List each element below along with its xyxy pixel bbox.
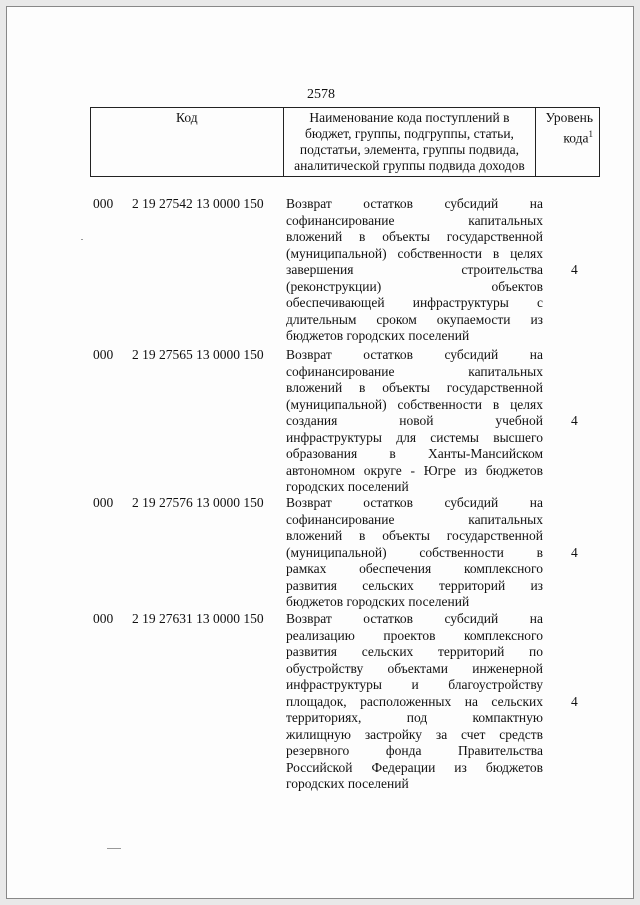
header-name-line: Наименование кода поступлений в xyxy=(309,110,510,125)
header-level-line: Уровень xyxy=(545,110,593,125)
header-name-line: подстатьи, элемента, группы подвида, xyxy=(299,142,519,157)
description-line: завершения строительства xyxy=(286,262,543,277)
description-line: образования в Ханты-Мансийском xyxy=(286,446,543,461)
code-level: 4 xyxy=(571,413,578,428)
revenue-description xyxy=(286,196,543,345)
description-line: рамках обеспечения комплексного xyxy=(286,561,543,576)
description-line: создания новой учебной xyxy=(286,413,543,428)
description-line: развития сельских территорий по xyxy=(286,644,543,659)
revenue-description xyxy=(286,611,543,793)
admin-code: 000 xyxy=(93,196,114,211)
admin-code: 000 xyxy=(93,495,114,510)
description-line: городских поселений xyxy=(286,776,409,791)
description-line: софинансирование капитальных xyxy=(286,511,543,527)
description-line: Возврат остатков субсидий на xyxy=(286,196,543,211)
description-line: площадок, расположенных на сельских xyxy=(286,693,543,709)
description-line: (муниципальной) собственности в xyxy=(286,544,543,560)
header-level-line xyxy=(539,126,593,147)
document-page xyxy=(6,6,634,899)
description-line: обеспечивающей инфраструктуры с xyxy=(286,295,543,310)
scan-mark xyxy=(81,239,83,240)
admin-code: 000 xyxy=(93,347,114,362)
footnote-marker: 1 xyxy=(588,129,593,139)
description-line: софинансирование капитальных xyxy=(286,212,543,228)
header-name xyxy=(283,108,536,177)
description-line: вложений в объекты государственной xyxy=(286,380,543,395)
description-line: обустройству объектами инженерной xyxy=(286,660,543,676)
description-line: (муниципальной) собственности в целях xyxy=(286,396,543,412)
description-line: резервного фонда Правительства xyxy=(286,743,543,758)
description-line: Возврат остатков субсидий на xyxy=(286,611,543,626)
description-line: (муниципальной) собственности в целях xyxy=(286,245,543,261)
description-line: Российской Федерации из бюджетов xyxy=(286,759,543,775)
description-line: реализацию проектов комплексного xyxy=(286,627,543,643)
description-line: автономном округе - Югре из бюджетов xyxy=(286,462,543,478)
header-level-word: кода xyxy=(563,130,589,146)
description-line: Возврат остатков субсидий на xyxy=(286,347,543,362)
description-line: Возврат остатков субсидий на xyxy=(286,495,543,510)
description-line: софинансирование капитальных xyxy=(286,363,543,379)
description-line: бюджетов городских поселений xyxy=(286,328,470,343)
header-table xyxy=(90,107,600,177)
description-line: инфраструктуры и благоустройству xyxy=(286,677,543,692)
header-name-line: аналитической группы подвида доходов xyxy=(294,158,525,173)
code-level: 4 xyxy=(571,544,578,560)
description-line: вложений в объекты государственной xyxy=(286,528,543,543)
page-number: 2578 xyxy=(307,87,335,102)
description-line: жилищную застройку за счет средств xyxy=(286,726,543,742)
description-line: инфраструктуры для системы высшего xyxy=(286,429,543,445)
header-row xyxy=(91,108,600,177)
revenue-description xyxy=(286,495,543,611)
description-line: городских поселений xyxy=(286,479,409,494)
description-line: вложений в объекты государственной xyxy=(286,229,543,244)
scan-mark xyxy=(107,848,121,849)
revenue-code: 2 19 27631 13 0000 150 xyxy=(132,611,264,626)
revenue-code: 2 19 27542 13 0000 150 xyxy=(132,196,264,211)
description-line: бюджетов городских поселений xyxy=(286,594,470,609)
description-line: длительным сроком окупаемости из xyxy=(286,311,543,327)
revenue-code: 2 19 27565 13 0000 150 xyxy=(132,347,264,362)
description-line: развития сельских территорий из xyxy=(286,577,543,593)
code-level: 4 xyxy=(571,262,578,277)
admin-code: 000 xyxy=(93,611,114,626)
description-line: территориях, под компактную xyxy=(286,710,543,725)
header-name-line: бюджет, группы, подгруппы, статьи, xyxy=(304,126,514,141)
description-line: (реконструкции) объектов xyxy=(286,278,543,294)
revenue-code: 2 19 27576 13 0000 150 xyxy=(132,495,264,510)
header-code: Код xyxy=(91,108,284,177)
revenue-description xyxy=(286,347,543,496)
code-level: 4 xyxy=(571,693,578,709)
header-level xyxy=(536,108,600,177)
